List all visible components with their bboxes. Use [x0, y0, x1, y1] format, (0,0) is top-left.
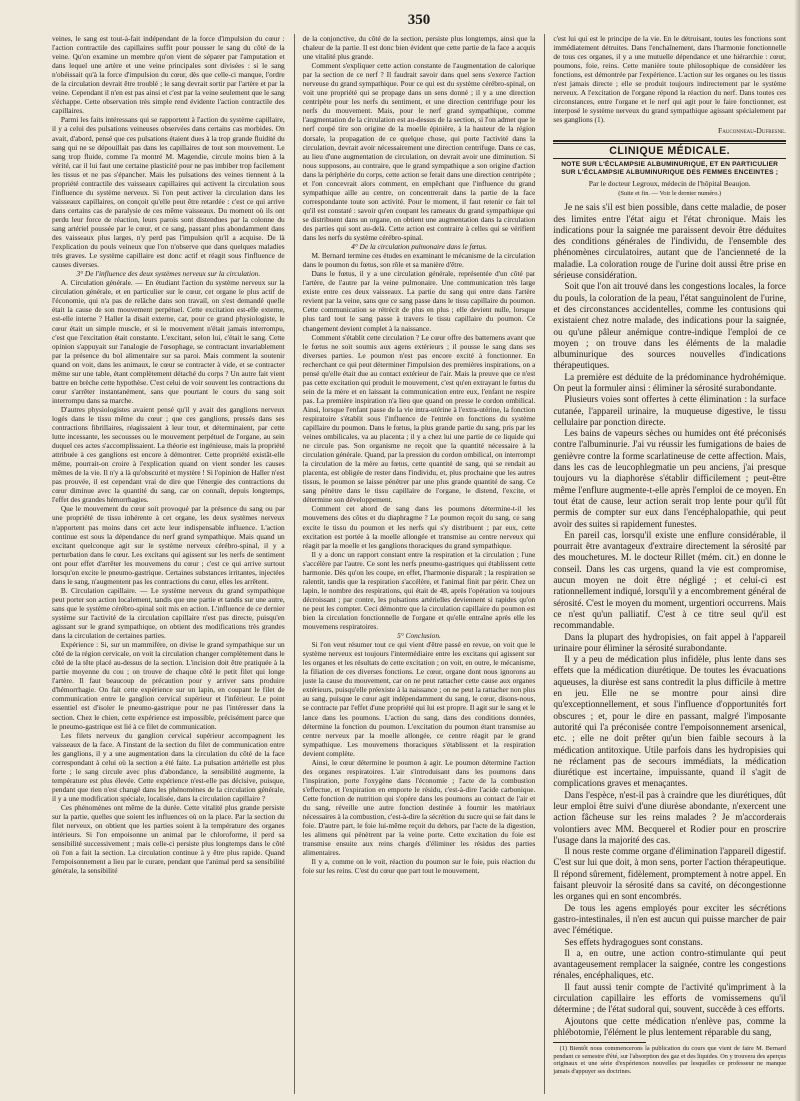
paragraph: Il y a, comme on le voit, réaction du poumon sur le foie, puis réaction du foie sur les reins. C'est du cœur que part tout le mouvement,	[302, 857, 536, 876]
paragraph: La première est déduite de la prédominance hydrohémique. On peut la formuler ainsi : éliminer la sérosité surabondante.	[553, 371, 787, 393]
column-left	[52, 34, 285, 1094]
paragraph: Les bains de vapeurs sèches ou humides ont été préconisés contre l'albuminurie. J'ai vu réussir les fumigations de baies de genièvre contre la forme scarlatineuse de cette affection. Mais, dans les cas de leucophlegmatie un peu anciens, j'ai presque toujours vu la diaphorèse s'établir difficilement ; peut-être même l'enflure augmente-t-elle après l'emploi de ce moyen. En tout état de cause, leur action serait trop lente pour qu'il fût permis de compter sur eux dans l'encéphalopathie, qui peut avoir des suites si rapidement funestes.	[553, 428, 787, 529]
paragraph: De tous les agens employés pour exciter les sécrétions gastro-intestinales, il n'en est aucun qui puisse marcher de pair avec l'émétique.	[553, 902, 787, 936]
article-body	[553, 202, 786, 1038]
paragraph: B. Circulation capillaire. — Le système nerveux du grand sympathique peut porter son action localement, tandis que une partie et tandis sur une autre, sans que le système cérébro-spinal soit mis en action. L'influence de ce dernier système sur l'activité de la circulation capillaire n'est pas directe, puisqu'en agissant sur le grand sympathique, on obtient des modifications très grandes dans la circulation de certaines parties.	[52, 585, 285, 641]
paragraph: D'autres physiologistes avaient pensé qu'il y avait des ganglions nerveux logés dans le tissu même du cœur ; que ces ganglions, pressés dans ses contractions fibrillaires, réagissaient à leur tour, et déterminaient, par cette lutte incessante, les secousses ou le mouvement perpétuel de l'organe, au sein duquel ces actes s'accomplissaient. La théorie est ingénieuse, mais la propriété attribuée à ces ganglions est encore à démontrer. Cette propriété existât-elle même, pourrait-on croire à l'explication quand on vient sonder les causes mêmes de la vie. Il n'y a là qu'obscurité et mystère ! Si l'opinion de Haller n'est pas prouvée, il est cependant vrai de dire que l'énergie des contractions du cœur diminue avec la quantité du sang, car on connaît, depuis longtemps, l'effet des grandes hémorrhagies.	[52, 404, 285, 505]
paragraph: Expérience : Si, sur un mammifère, on divise le grand sympathique sur un côté de la région cervicale, on voit la circulation changer complètement dans le côté de la tête placé au-dessus de la section. L'incision doit être pratiquée à la partie moyenne du cou ; on trouve de chaque côté le petit filet qui longe l'artère. Il faut beaucoup de précaution pour y arriver sans produire d'hémorrhagie. On fait cette expérience sur un lapin, en coupant le filet de communication entre le ganglion cervical supérieur et l'inférieur. Le point essentiel est d'isoler le pneumo-gastrique pour ne pas l'intéresser dans la section. Chez le chien, cette expérience est impossible, précisément parce que le pneumo-gastrique est lié à ce filet de communication.	[52, 640, 285, 731]
paragraph: Il faut aussi tenir compte de l'activité qu'impriment à la circulation capillaire les efforts de vomissemens qu'il détermine ; de l'état sudoral qui, souvent, succède à ces efforts.	[553, 981, 787, 1015]
continuation-note: (Suite et fin. — Voir le dernier numéro.)	[618, 190, 722, 198]
paragraph: Les filets nerveux du ganglion cervical supérieur accompagnent les vaisseaux de la face. A l'instant de la section du filet de communication entre les ganglions, il y a une augmentation dans la circulation du côté de la face correspondant à celui où la section a été faite. La pulsation artérielle est plus forte ; le sang circule avec plus d'abondance, la sensibilité augmente, la température est plus élevée. Cette expérience n'est-elle pas décisive, puisque, pendant que rien n'est changé dans les phénomènes de la circulation générale, il y a une modification spéciale, localisée, dans la circulation capillaire ?	[52, 730, 285, 803]
paragraph: Si l'on veut résumer tout ce qui vient d'être passé en revue, on voit que le système nerveux est toujours l'intermédiaire entre les excitans qui agissent sur les organes et les résultats de cette excitation ; on voit, en outre, le mécanisme, la filiation de ces diverses fonctions. Le cœur, organe dont nous ignorons au juste la cause du mouvement, car on ne peut rattacher cette cause aux organes extérieurs, puisqu'elle préexiste à la naissance ; on ne peut la rattacher non plus au sang, puisque le cœur agit indépendamment du sang, le cœur, disons-nous, se contracte par l'effet d'une propriété qui lui est propre. Il agit sur le sang et le lance dans les poumons. L'action du sang, dans des conditions données, détermine la fonction du poumon. L'excitation du poumon étant transmise au centre nerveux par la moelle allongée, ce centre réagit par le grand sympathique. Les mouvemens thoraciques s'établissent et la respiration devient complète.	[302, 640, 536, 758]
paragraph: Parmi les faits intéressans qui se rapportent à l'action du système capillaire, il y a celui des pulsations veineuses observées dans certains cas morbides. On avait, d'abord, pensé que ces pulsations étaient dues à la trop grande fluidité du sang qui ne se dépouillait pas dans les capillaires de tout son mouvement. Le sang trop fluide, comme l'a montré M. Magendie, circule moins bien à la vérité, car il lui faut une certaine plasticité pour ne pas imbiber trop facilement les tissus et ne pas s'épancher. Mais les pulsations des veines tiennent à la propriété contractile des vaisseaux capillaires qui activent la circulation sous l'influence du système nerveux. Si l'on peut activer la circulation dans les vaisseaux capillaires, on conçoit qu'elle peut être retardée : c'est ce qui arrive dans certains cas de paralysie de ces même vaisseaux. Du moment où ils ont perdu leur force de réaction, leurs parois sont distendues par la colonne du sang artériel poussée par le cœur, et ce sang, passant plus abondamment dans des vaisseaux plus larges, n'y perd pas l'impulsion qu'il a acquise. De là l'explication du pouls veineux que l'on n'observe que dans quelques maladies très graves. Le système capillaire est donc actif et réagit sous l'influence de causes diverses.	[52, 115, 285, 270]
paragraph: c'est lui qui est le principe de la vie. En le détruisant, toutes les fonctions sont immédiatement détruites. Dans l'enchaînement, dans l'harmonie fonctionnelle de tous ces organes, il y a une mutuelle dépendance et une hiérarchie : cœur, poumons, foie, reins. Cette manière toute philosophique de considérer les fonctions, est démontrée par l'expérience. L'action sur les organes ou les tissus n'est jamais directe ; elle se produit toujours indirectement par le système nerveux. A l'excitation de l'organe répond la réaction du nerf. Dans toutes ces circonstances, entre l'organe et le nerf qui agit pour le faire fonctionner, est interposé le système nerveux du grand sympathique agissant spécialement par ses ganglions (1).	[553, 34, 787, 125]
paragraph: Ces phénomènes ont même de la durée. Cette vitalité plus grande persiste sur la partie, quelles que soient les influences où on la place. Par la section du filet nerveux, on obtient que les parties soient à la température des organes intérieurs. Si l'on empoisonne un animal par le chloroforme, il perd sa sensibilité successivement ; mais celle-ci persiste plus longtemps dans le côté où l'on a fait la section. La circulation continue à y être plus rapide. Quand l'empoisonnement a lieu par le curare, pendant que l'animal perd sa sensibilité générale, la sensibilité	[52, 802, 285, 876]
paragraph: Comment s'établit cette circulation ? Le cœur offre des battemens avant que le fœtus ne soit soumis aux agens extérieurs ; il pousse le sang dans ses diverses parties. Le poumon n'est pas encore excité à fonctionner. En recherchant ce qui peut déterminer l'impulsion des premières inspirations, on a pensé qu'elle était due au contact extérieur de l'air. Mais la preuve que ce n'est pas cette excitation qui produit le mouvement, c'est qu'en extrayant le fœtus du sein de la mère et en laissant la communication entre eux, l'enfant ne respire pas. La première inspiration n'a lieu que quand on presse le cordon ombilical. Ainsi, lorsque l'enfant passe de la vie intra-utérine à l'extra-utérine, la fonction respiratoire s'établit sous l'influence de l'entrée en fonctions du système capillaire du poumon. Dans le fœtus, la plus grande partie du sang, pris par les veines ombilicales, va au placenta ; il y a chez lui une partie de ce liquide qui ne circule pas. Son organisme ne reçoit que la quantité nécessaire à la circulation générale. Quand, par la pression du cordon ombilical, on interrompt la circulation de la mère au fœtus, cette quantité de sang, qui se rendait au placenta, est obligée de rester dans l'individu, et, plus prochaine que les autres tissus, le poumon se laisse pénétrer par une plus grande quantité de sang. Ce sang pénètre dans le tissu capillaire de l'organe, le distend, l'excite, et détermine son développement.	[302, 332, 536, 505]
paragraph: Il y a donc un rapport constant entre la respiration et la circulation ; l'une s'accélère par l'autre. Ce sont les nerfs pneumo-gastriques qui établissent cette harmonie. Dès qu'on les coupe, en effet, l'harmonie disparaît ; la respiration se ralentit, tandis que la respiration s'accélère, et l'animal finit par périr. Chez un lapin, le nombre des respirations, qui était de 48, après l'opération va toujours décroissant ; par contre, les pulsations artérielles deviennent si rapides qu'on ne peut les compter. Ceci démontre que la circulation capillaire du poumon est bien la circulation fonctionnelle de l'organe et qu'elle entraîne après elle les mouvemens respiratoires.	[302, 549, 536, 632]
paragraph: Ajoutons que cette médication n'enlève pas, comme la phlébotomie, l'élément le plus lentement réparable du sang,	[553, 1015, 787, 1037]
paragraph: Il y a peu de médication plus infidèle, plus lente dans ses effets que la médication diurétique. De toutes les évacuations aqueuses, la diurèse est sans contredit la plus difficile à mettre en jeu. Elle ne se montre pour ainsi dire qu'exceptionnellement, et sous l'influence d'opportunités fort obscures ; et, pour le dire en passant, malgré l'imposante autorité qui l'a préconisée contre l'empoisonnement arsenical, etc. ; elle ne doit prêter qu'un bien faible secours à la médication antitoxique. Utile parfois dans les hydropisies qui ne réclament pas de secours immédiats, la médication diurétique est incertaine, impuissante, quand il s'agit de complications graves et menaçantes.	[553, 654, 787, 789]
article-author: Par le docteur Legroux, médecin de l'hôpital Beaujon.	[588, 179, 751, 189]
paragraph: Ses effets hydragogues sont constans.	[564, 936, 703, 947]
paragraph: Il nous reste comme organe d'élimination l'appareil digestif. C'est sur lui que doit, à mon sens, porter l'action thérapeutique. Il répond sûrement, fidèlement, promptement à notre appel. En faisant pleuvoir la sérosité dans sa cavité, on décongestionne les organes qui en sont encombrés.	[553, 846, 787, 902]
paragraph: Ainsi, le cœur détermine le poumon à agir. Le poumon détermine l'action des organes respiratoires. L'air s'introduisant dans les poumons dans l'inspiration, porte l'oxygène dans l'économie ; l'acte de la combustion s'effectue, et l'expiration en emporte le résidu, c'est-à-dire l'acide carbonique. Cette fonction de nutrition qui s'opère dans les poumons au contact de l'air et du sang, réveille une autre fonction destinée à fournir les matériaux nécessaires à la combustion, c'est-à-dire la sécrétion du sucre qui se fait dans le foie. D'autre part, le foie lui-même reçoit du dehors, par l'acte de la digestion, les alimens qui pénètrent par la veine porte. Cette excitation du foie est transmise ensuite aux reins chargés d'éliminer les résidus des parties alimentaires.	[302, 757, 536, 858]
paragraph: M. Bernard termine ces études en examinant le mécanisme de la circulation dans le poumon du fœtus, son rôle et sa manière d'être.	[302, 251, 536, 270]
column-right	[544, 34, 786, 1094]
author-signature: Fauconneau-Dufresne.	[717, 126, 787, 136]
footnote-rule	[553, 1042, 646, 1043]
paragraph: Comment s'expliquer cette action constante de l'augmentation de calorique par la section de ce nerf ? Il faudrait savoir dans quel sens s'exerce l'action nerveuse du grand sympathique. Pour ce qui est du système cérébro-spinal, on voit une propriété qui se propage dans un sens donné ; il y a une direction centripète pour les nerfs du sentiment, et une direction centrifuge pour les nerfs du mouvement. Mais, pour le nerf grand sympathique, comme l'augmentation de la circulation est au-dessus de la section, si l'on admet que le nerf coupé tire son origine de la moelle épinière, à la hauteur de la région dorsale, la propagation de ce quelque chose, qui porte l'activité dans la circulation, devrait avoir nécessairement une direction centrifuge. Dans ce cas, au lieu d'une augmentation de circulation, on devrait avoir une diminution. Si nous supposons, au contraire, que le grand sympathique a son origine d'action dans la périphérie du corps, cette action se ferait dans une direction centripète ; et l'on concevrait alors comment, en empêchant que l'influence du grand sympathique aille au centre, on concentrerait dans la partie de la face correspondante toute son activité. Pour le moment, il faut retenir ce fait tel qu'il est constaté : savoir qu'en coupant les rameaux du grand sympathique qui se distribuent dans un organe, on obtient une augmentation dans la circulation des parties qui sont au-delà. Cette action est contraire à celles qui se vérifient dans les nerfs du système cérébro-spinal.	[302, 61, 536, 243]
paragraph: Dans la plupart des hydropisies, on fait appel à l'appareil urinaire pour éliminer la sérosité surabondante.	[553, 631, 787, 653]
section-title: 4° De la circulation pulmonaire dans le fœtus.	[351, 242, 487, 252]
column-middle	[294, 34, 536, 1094]
paragraph: Comment cet abord de sang dans les poumons détermine-t-il les mouvemens des côtes et du diaphragme ? Le poumon reçoit du sang, ce sang excite le tissu du poumon et les nerfs qui s'y distribuent ; par eux, cette excitation est portée à la moelle allongée et transmise au centre nerveux qui réagit par la moelle et les ganglions thoraciques du grand sympathique.	[302, 504, 536, 550]
paragraph: de la conjonctive, du côté de la section, persiste plus longtemps, ainsi que la chaleur de la partie. Il est donc bien évident que cette partie de la face a acquis une vitalité plus grande.	[302, 34, 536, 62]
section-title: 3° De l'influence des deux systèmes nerveux sur la circulation.	[76, 269, 261, 279]
paragraph: A. Circulation générale. — En étudiant l'action du système nerveux sur la circulation générale, et en particulier sur le cœur, cet organe le plus actif de l'économie, qui n'a pas de relâche dans son travail, on s'est demandé quelle était la cause de son mouvement perpétuel. Cette excitation est-elle externe, est-elle interne ? Haller la disait externe, car, pour ce grand physiologiste, le cœur était un simple muscle, et si le mouvement n'était jamais interrompu, c'est que l'excitation était constante. L'excitant, selon lui, c'était le sang. Cette opinion s'appuyait sur l'analogie de l'œsophage, se contractant invariablement par la présence du bol alimentaire sur sa paroi. Mais comment la soutenir quand on voit, dans les animaux, le cœur se contracter à vide, et se contracter même sur une table, étant complètement détaché du corps ? Un autre fait vient battre en brèche cette hypothèse. C'est celui de voir souvent les contractions du cœur s'arrêter instantanément, sans que pourtant le cours du sang soit interrompu dans sa marche.	[52, 278, 285, 405]
section-divider	[553, 140, 786, 144]
paragraph: Il a, en outre, une action contro-stimulante qui peut avantageusement remplacer la saignée, contre les congestions rénales, encéphaliques, etc.	[553, 947, 787, 981]
paragraph: Plusieurs voies sont offertes à cette élimination : la surface cutanée, l'appareil urinaire, la muqueuse digestive, le tissu cellulaire par ponction directe.	[553, 394, 787, 427]
article-title: NOTE SUR L'ÉCLAMPSIE ALBUMINURIQUE, ET EN PARTICULIER SUR L'ÉCLAMPSIE ALBUMINURIQUE DES FEMMES ENCEINTES ;	[561, 160, 779, 176]
section-heading: CLINIQUE MÉDICALE.	[609, 144, 731, 157]
paragraph: Que le mouvement du cœur soit provoqué par la présence du sang ou par une propriété de tissu inhérente à cet organe, les deux systèmes nerveux n'apportent pas moins dans cet acte leur indispensable influence. L'action continue est sous la dépendance du nerf grand sympathique. Mais quand un excitant quelconque agit sur le système nerveux cérébro-spinal, il y a perturbation dans le cœur. Les excitans qui agissent sur les nerfs de sentiment ont pour effet d'arrêter les mouvemens du cœur ; c'est ce qui arrive surtout lorsqu'on excite le pneumo-gastrique. Certaines substances irritantes, injectées dans le sang, n'augmentent pas les contractions du cœur, elles les arrêtent.	[52, 504, 285, 586]
heading-rule	[553, 158, 786, 159]
paragraph: Dans l'espèce, n'est-il pas à craindre que les diurétiques, dût leur emploi être suivi d'une diurèse abondante, n'exercent une action fâcheuse sur les reins malades ? Je m'accorderais volontiers avec MM. Becquerel et Rodier pour en proscrire l'usage dans la majorité des cas.	[553, 789, 787, 845]
paragraph: Je ne sais s'il est bien possible, dans cette maladie, de poser des limites entre l'état aigu et l'état chronique. Mais les indications pour la saignée me paraissent devoir être déduites des conditions générales de l'individu, de l'ensemble des phénomènes circulatoires, autant que de l'ancienneté de la maladie. La coloration rouge de l'urine doit aussi être prise en sérieuse considération.	[553, 202, 787, 281]
columns	[52, 34, 786, 1094]
paragraph: Soit que l'on ait trouvé dans les congestions locales, la force du pouls, la coloration de la peau, l'état sanguinolent de l'urine, et des circonstances accidentelles, comme les contusions qui existaient chez notre malade, des indications pour la saignée, ou qu'une pâleur anémique contre-indique l'emploi de ce moyen ; on trouve dans les éléments de la maladie albuminurique des sources nouvelles d'indications thérapeutiques.	[553, 281, 787, 371]
page-number: 350	[407, 12, 431, 28]
page-edge-shadow	[794, 0, 800, 1101]
paragraph: Dans le fœtus, il y a une circulation générale, représentée d'un côté par l'artère, de l'autre par la veine pulmonaire. Une communication très large existe entre ces deux vaisseaux. La partie du sang qui entre dans l'artère revient par la veine, sans que ce sang passe dans le tissu capillaire du poumon. Cette communication se rétrécit de plus en plus ; elle devient nulle, lorsque plus tard tout le sang passe à travers le tissu capillaire du poumon. Ce changement devient complet à la naissance.	[302, 269, 536, 333]
section-title: 5° Conclusion.	[397, 631, 441, 641]
footnote: (1) Bientôt nous commencerons la publication du cours que vient de faire M. Bernard pendant ce semestre d'été, sur l'absorption des gaz et des liquides. On y trouvera des aperçus originaux et une série d'expériences nouvelles par lesquelles ce professeur ne manque jamais d'appuyer ses doctrines.	[553, 1045, 787, 1075]
paragraph: veines, le sang est tout-à-fait indépendant de la force d'impulsion du cœur : l'action contractile des capillaires suffit pour pousser le sang du côté de la veine. Qu'on examine un membre qu'on vient de séparer par l'amputation et dans lequel une artère et une veine principales sont divisées : si le sang n'obéissait qu'à la force d'impulsion du cœur, dès que celle-ci manque, l'ordre de la circulation devrait être troublé ; le sang devrait sortir par l'artère et par la veine. Cependant il n'en est pas ainsi et c'est par la veine seulement que le sang s'échappe. Cette observation très simple rend évidente l'action contractile des capillaires.	[52, 34, 285, 116]
article-conclusion	[553, 34, 786, 124]
paragraph: En pareil cas, lorsqu'il existe une enflure considérable, il pourrait être avantageux d'extraire directement la sérosité par des mouchetures. M. le docteur Rillet (mém. cit.) en donne le conseil. Dans les cas urgens, quand la vie est compromise, aucun moyen ne doit être négligé ; et celui-ci est rationnellement indiqué, lorsqu'il y a encombrement général de sérosité. C'est le moyen du moment, urgentiori occurrens. Mais ce n'est qu'un palliatif. C'est à ce titre seul qu'il est recommandable.	[553, 529, 787, 631]
